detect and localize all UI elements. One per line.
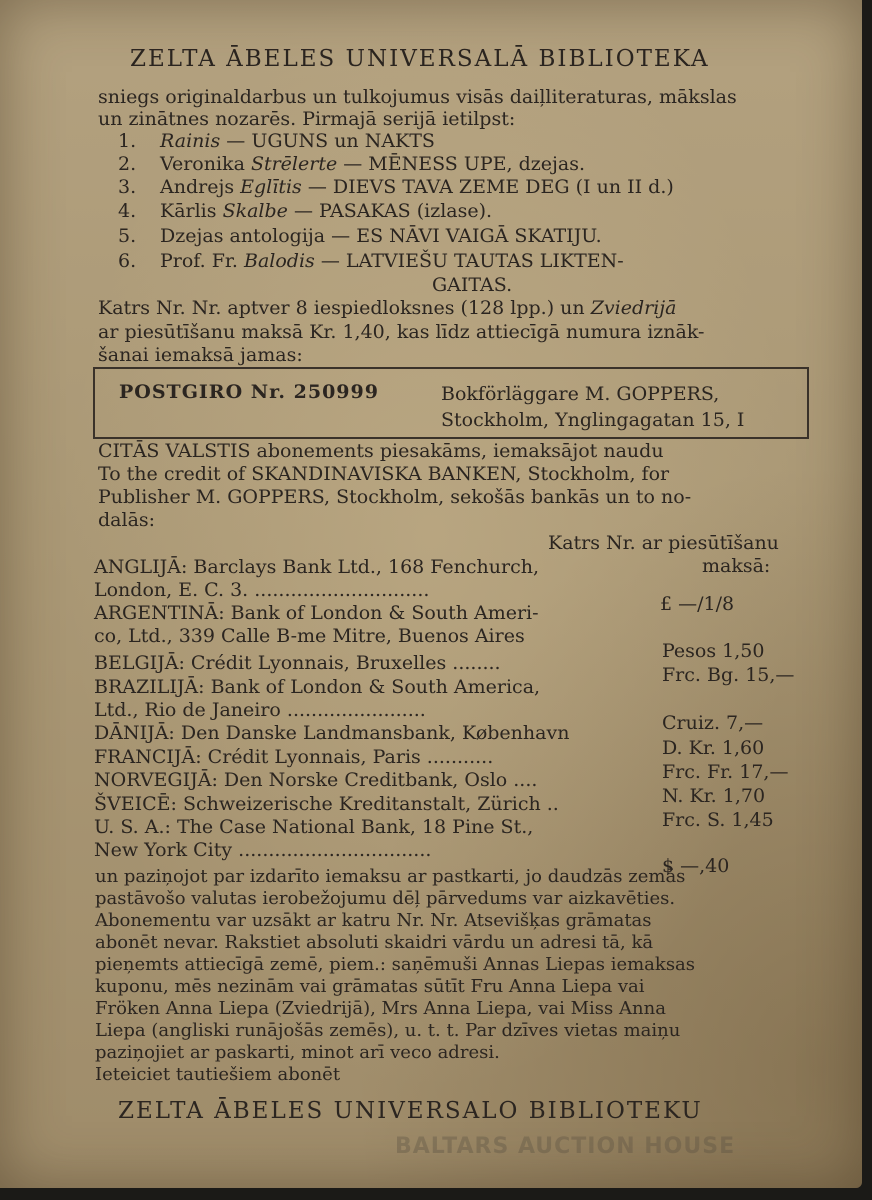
series-title: ES NĀVI VAIGĀ SKATIJU.: [356, 225, 602, 247]
postgiro-box: [93, 367, 809, 439]
price-line-1: [98, 297, 676, 319]
country-italic: Zviedrijā: [590, 297, 677, 319]
bank-row: U. S. A.: The Case National Bank, 18 Pine St.,: [94, 816, 534, 838]
series-item: 3. Andrejs Eglītis — DIEVS TAVA ZEME DEG (I un II d.): [118, 176, 674, 198]
series-num: 3.: [118, 176, 137, 198]
publisher-name: Bokförläggare M. GOPPERS,: [441, 383, 720, 405]
intro-line-2: un zinātnes nozarēs. Pirmajā serijā ietilpst:: [98, 108, 516, 130]
series-author: Rainis: [160, 130, 221, 152]
bank-row: NORVEGIJĀ: Den Norske Creditbank, Oslo ....: [94, 769, 538, 791]
series-author: Andrejs: [160, 176, 241, 198]
series-item: 4. Kārlis Skalbe — PASAKAS (izlase).: [118, 200, 493, 222]
price-column-header-2: maksā:: [702, 555, 771, 577]
series-num: 5.: [118, 225, 137, 247]
series-title: LATVIEŠU TAUTAS LIKTEN-: [345, 250, 624, 272]
series-num: 1.: [118, 130, 137, 152]
series-item: 6. Prof. Fr. Balodis — LATVIEŠU TAUTAS LIKTEN-: [118, 250, 624, 272]
note-line: Liepa (angliski runājošās zemēs), u. t. t. Par dzīves vietas maiņu: [95, 1020, 681, 1041]
bank-price: Pesos 1,50: [662, 640, 765, 662]
price-line-3: šanai iemaksā jamas:: [98, 344, 303, 366]
bank-row: BRAZILIJĀ: Bank of London & South America,: [94, 676, 541, 698]
bank-row: ŠVEICĒ: Schweizerische Kreditanstalt, Zürich ..: [94, 793, 559, 815]
series-title-continued: GAITAS.: [432, 274, 513, 296]
series-num: 2.: [118, 153, 137, 175]
bank-price: D. Kr. 1,60: [662, 737, 765, 759]
other-countries-line-2: To the credit of SKANDINAVISKA BANKEN, Stockholm, for: [98, 463, 670, 485]
series-author-italic: Balodis: [244, 250, 315, 272]
price-line-2: ar piesūtīšanu maksā Kr. 1,40, kas līdz attiecīgā numura iznāk-: [98, 321, 705, 343]
footer-title: ZELTA ĀBELES UNIVERSALO BIBLIOTEKU: [118, 1098, 703, 1124]
bank-price: Frc. S. 1,45: [662, 809, 774, 831]
intro-line-1: sniegs originaldarbus un tulkojumus visās daiļliteraturas, mākslas: [98, 86, 737, 108]
series-author: Kārlis: [160, 200, 223, 222]
series-author-italic: Skalbe: [222, 200, 288, 222]
bank-row: co, Ltd., 339 Calle B-me Mitre, Buenos Aires: [94, 625, 525, 647]
series-num: 6.: [118, 250, 137, 272]
series-item: 5. Dzejas antologija — ES NĀVI VAIGĀ SKATIJU.: [118, 225, 602, 247]
price-column-header: Katrs Nr. ar piesūtīšanu: [548, 532, 779, 554]
bank-price: Frc. Fr. 17,—: [662, 761, 789, 783]
note-line: Abonementu var uzsākt ar katru Nr. Nr. Atsevišķas grāmatas: [95, 910, 652, 931]
bank-price: N. Kr. 1,70: [662, 785, 766, 807]
series-author: Veronika: [160, 153, 251, 175]
series-item: 2. Veronika Strēlerte — MĒNESS UPE, dzejas.: [118, 153, 586, 175]
bank-row: FRANCIJĀ: Crédit Lyonnais, Paris ...........: [94, 746, 494, 768]
bank-price: Frc. Bg. 15,—: [662, 664, 795, 686]
bank-row: ARGENTINĀ: Bank of London & South Ameri-: [94, 602, 539, 624]
series-title: MĒNESS UPE, dzejas.: [368, 153, 586, 175]
publisher-address: Stockholm, Ynglingagatan 15, I: [441, 409, 745, 431]
bank-row: ANGLIJĀ: Barclays Bank Ltd., 168 Fenchurch,: [94, 556, 540, 578]
header-title: ZELTA ĀBELES UNIVERSALĀ BIBLIOTEKA: [130, 46, 710, 72]
note-line: un paziņojot par izdarīto iemaksu ar pastkarti, jo daudzās zemās: [95, 866, 686, 887]
bank-row: New York City ................................: [94, 839, 432, 861]
series-title: UGUNS un NAKTS: [251, 130, 435, 152]
series-title: PASAKAS (izlase).: [319, 200, 493, 222]
bank-row: Ltd., Rio de Janeiro .......................: [94, 699, 426, 721]
postgiro-number: POSTGIRO Nr. 250999: [119, 381, 379, 403]
note-line: paziņojiet ar paskarti, minot arī veco adresi.: [95, 1042, 500, 1063]
series-author-italic: Eglītis: [240, 176, 302, 198]
note-line: Fröken Anna Liepa (Zviedrijā), Mrs Anna Liepa, vai Miss Anna: [95, 998, 666, 1019]
note-line: abonēt nevar. Rakstiet absoluti skaidri vārdu un adresi tā, kā: [95, 932, 654, 953]
series-author-italic: Strēlerte: [250, 153, 338, 175]
note-line: Ieteiciet tautiešiem abonēt: [95, 1064, 341, 1085]
other-countries-line-1: CITĀS VALSTIS abonements piesakāms, iemaksājot naudu: [98, 440, 664, 462]
auction-watermark: BALTARS AUCTION HOUSE: [395, 1134, 736, 1159]
note-line: pastāvošo valutas ierobežojumu dēļ pārvedums var aizkavēties.: [95, 888, 676, 909]
series-author: Prof. Fr.: [160, 250, 244, 272]
series-item: 1. Rainis — UGUNS un NAKTS: [118, 130, 435, 152]
price-text: Katrs Nr. Nr. aptver 8 iespiedloksnes (128 lpp.) un: [98, 297, 591, 319]
other-countries-line-4: dalās:: [98, 509, 156, 531]
note-line: pieņemts attiecīgā zemē, piem.: saņēmuši Annas Liepas iemaksas: [95, 954, 696, 975]
bank-price: Cruiz. 7,—: [662, 712, 764, 734]
bank-price: $ —,40: [662, 855, 730, 877]
other-countries-line-3: Publisher M. GOPPERS, Stockholm, sekošās bankās un to no-: [98, 486, 692, 508]
bank-row: London, E. C. 3. .............................: [94, 579, 430, 601]
bank-row: BELGIJĀ: Crédit Lyonnais, Bruxelles ........: [94, 652, 501, 674]
series-author: Dzejas antologija: [160, 225, 326, 247]
series-title: DIEVS TAVA ZEME DEG (I un II d.): [332, 176, 674, 198]
series-num: 4.: [118, 200, 137, 222]
bank-row: DĀNIJĀ: Den Danske Landmansbank, København: [94, 722, 570, 744]
bank-price: £ —/1/8: [660, 593, 735, 615]
note-line: kuponu, mēs nezinām vai grāmatas sūtīt Fru Anna Liepa vai: [95, 976, 645, 997]
